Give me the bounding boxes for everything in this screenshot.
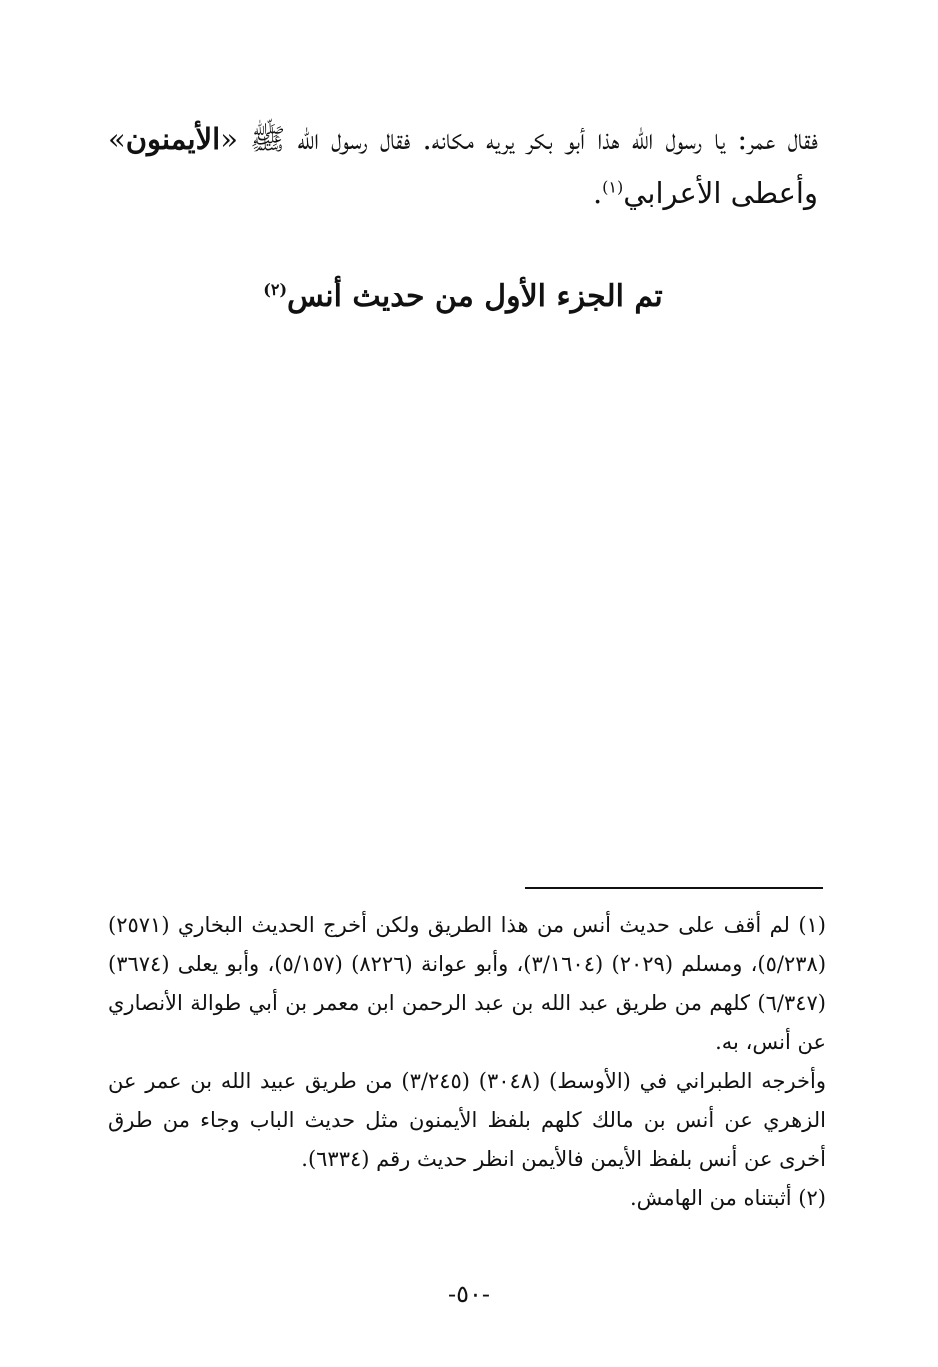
footnotes [108,906,826,1218]
main-text [108,112,818,220]
end-heading-text: تم الجزء الأول من حديث أنس [287,279,663,314]
main-paragraph [108,112,818,220]
footnote-1: (١) لم أقف على حديث أنس من هذا الطريق ولكن أخرج الحديث البخاري (٢٥٧١) (٥/٢٣٨)، ومسلم (٢٠٢٩) (٣/١٦٠٤)، وأبو عوانة (٨٢٢٦) (٥/١٥٧)، وأبو يعلى (٣٦٧٤) (٦/٣٤٧) كلهم من طريق عبد الله بن عبد الرحمن ابن معمر بن أبي طوالة الأنصاري عن أنس، به. [108,913,827,1054]
footnote-ref-2[interactable]: (٢) [263,280,288,299]
footnote-1-continued: وأخرجه الطبراني في (الأوسط) (٣٠٤٨) (٣/٢٤٥) من طريق عبيد الله بن عمر عن الزهري عن أنس بن مالك كلهم بلفظ الأيمنون مثل حديث الباب وجاء من طرق أخرى عن أنس بلفظ الأيمن فالأيمن انظر حديث رقم (٦٣٣٤). [108,1069,827,1171]
page-number: -٥٠- [448,1280,490,1308]
section-end-heading [108,272,818,322]
opening-quote-mark: « [220,122,238,156]
footnote-2: (٢) أثبتناه من الهامش. [629,1186,826,1210]
footnote-ref-1[interactable]: (١) [602,177,624,197]
end-punctuation: . [592,176,603,210]
paragraph-line-1: فقال عمر: يا رسول الله هذا أبو بكر يريه مكانه. فقال رسول الله ﷺ [250,122,818,156]
paragraph-line-2: وأعطى الأعرابي [623,176,818,210]
bold-term: الأيمنون [125,122,221,156]
closing-quote-mark: » [108,122,126,156]
footnote-separator [525,887,823,889]
